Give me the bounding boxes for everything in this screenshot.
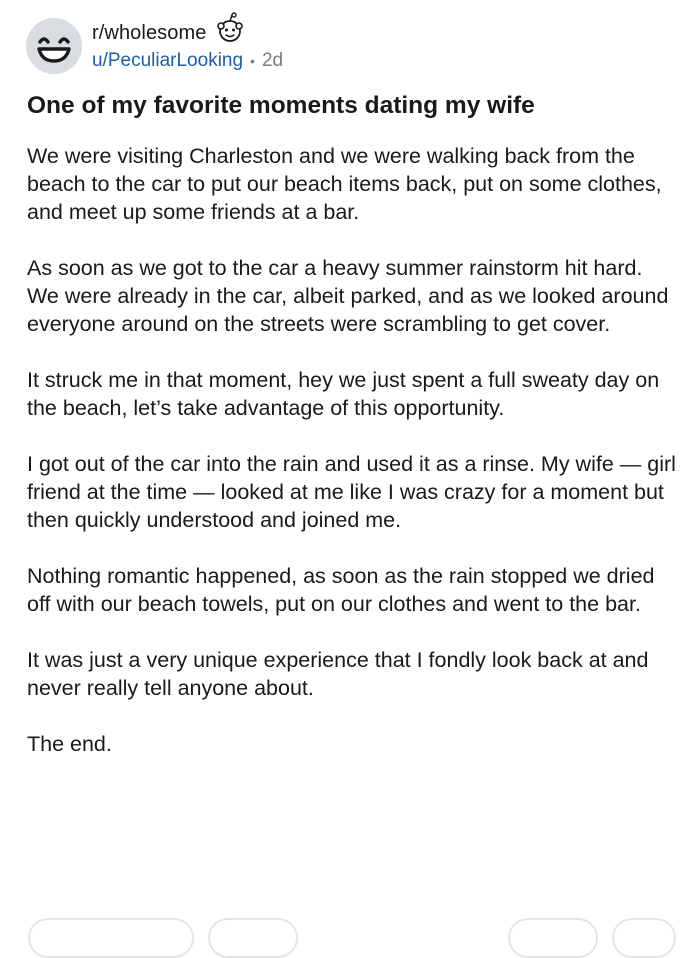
subreddit-link[interactable]: r/wholesome — [92, 21, 207, 44]
post-header — [26, 18, 666, 74]
post-paragraph: It struck me in that moment, hey we just spent a full sweaty day on the beach, let’s take advantage of this opportunity. — [27, 368, 660, 420]
post-meta — [92, 20, 283, 74]
post-paragraph: I got out of the car into the rain and used it as a rinse. My wife — girl friend at the time — looked at me like I was crazy for a moment but then quickly understood and joined me. — [27, 452, 676, 532]
post-title: One of my favorite moments dating my wife — [27, 92, 535, 119]
share-button[interactable] — [612, 918, 676, 958]
post-paragraph: Nothing romantic happened, as soon as the rain stopped we dried off with our beach towels, put on our clothes and went to the bar. — [27, 564, 655, 616]
award-button[interactable] — [508, 918, 598, 958]
author-link[interactable]: u/PeculiarLooking — [92, 50, 244, 71]
post-paragraph: We were visiting Charleston and we were walking back from the beach to the car to put our beach items back, put on some clothes, and meet up some friends at a bar. — [27, 144, 662, 224]
post-action-bar — [0, 918, 700, 948]
comments-button[interactable] — [208, 918, 298, 958]
post-paragraph: It was just a very unique experience that I fondly look back at and never really tell anyone about. — [27, 648, 649, 700]
subreddit-avatar-icon[interactable] — [26, 18, 82, 74]
post-paragraph: As soon as we got to the car a heavy summer rainstorm hit hard. We were already in the car, albeit parked, and as we looked around everyone around on the streets were scrambling to get cover. — [27, 256, 669, 336]
post-age: 2d — [261, 50, 284, 71]
reddit-snoo-icon — [214, 12, 246, 44]
post-body — [27, 142, 677, 786]
vote-button[interactable] — [28, 918, 194, 958]
meta-separator: • — [250, 53, 255, 69]
post-paragraph: The end. — [27, 732, 112, 756]
